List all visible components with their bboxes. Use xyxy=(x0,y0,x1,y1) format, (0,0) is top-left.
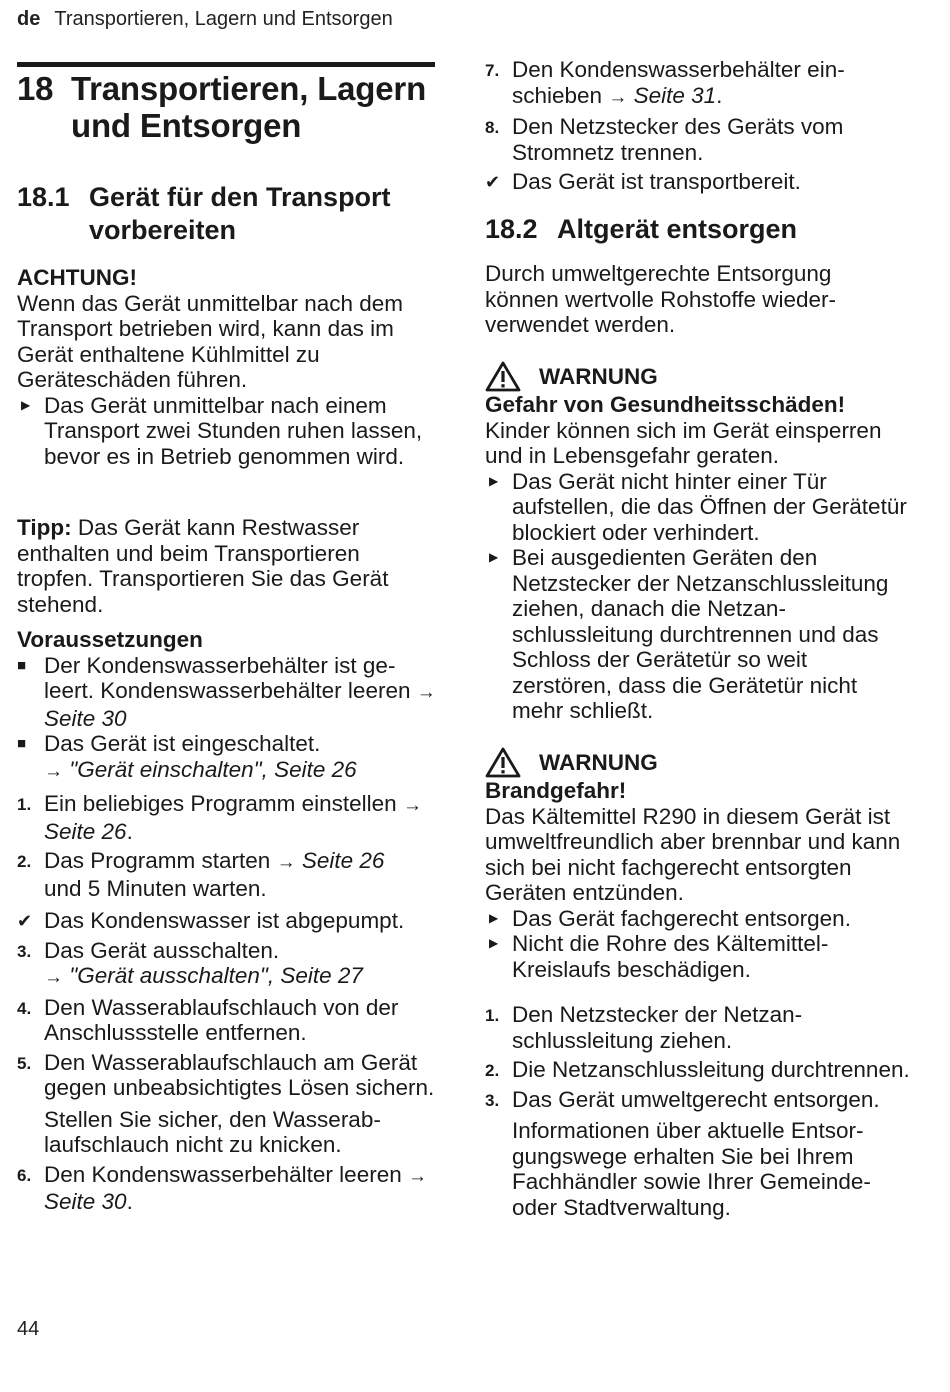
warning-heading xyxy=(485,364,910,392)
reference-text: Seite 26 xyxy=(44,818,127,844)
steps-block xyxy=(17,791,437,1215)
header-title: Transportieren, Lagern und Entsorgen xyxy=(54,8,393,30)
steps-continued-block xyxy=(485,57,910,195)
step-item xyxy=(485,1057,910,1083)
warning-title: Gefahr von Gesundheitsschäden! xyxy=(485,392,846,417)
triangle-bullet-icon: ▶ xyxy=(21,397,31,412)
result-text: Das Kondenswasser ist abgepumpt. xyxy=(44,908,405,933)
step-number: 1. xyxy=(17,795,32,814)
warning-heading xyxy=(485,750,910,778)
warning-action-text: Das Gerät nicht hinter einer Tür aufstellen, die das Öffnen der Gerätetür blockiert oder verhindert. xyxy=(512,468,907,545)
square-bullet-icon: ■ xyxy=(17,656,27,674)
step-text: Das Gerät umweltgerecht entsorgen. xyxy=(512,1086,880,1112)
caution-action-text: Das Gerät unmittelbar nach einem Transport zwei Stunden ruhen lassen, bevor es in Betrieb genommen wird. xyxy=(44,392,423,469)
step-text: Den Kondenswasserbehälter einschieben xyxy=(512,57,845,108)
step-note: Informationen über aktuelle Entsorgungswege erhalten Sie bei Ihrem Fachhändler sowie Ihrer Gemeinde- oder Stadtverwaltung. xyxy=(512,1118,871,1220)
page-number: 44 xyxy=(17,1318,40,1340)
prerequisite-item xyxy=(17,653,437,732)
step-item: 7. Den Kondenswasserbehälter einschieben → Seite 31. xyxy=(485,57,845,108)
step-text: Den Netzstecker der Netzanschlussleitung ziehen. xyxy=(512,1002,803,1053)
prerequisite-text: Der Kondenswasserbehälter ist geleert. Kondenswasserbehälter leeren xyxy=(44,652,417,703)
warning-action xyxy=(485,931,910,982)
arrow-icon: → xyxy=(407,1165,427,1187)
warning-triangle-icon xyxy=(485,361,521,392)
result-text: Das Gerät ist transportbereit. xyxy=(512,169,801,194)
warning-action xyxy=(485,545,910,724)
step-item: 6. Den Kondenswasserbehälter leeren → Seite 30. xyxy=(17,1161,427,1214)
step-note: Stellen Sie sicher, den Wasserablaufschlauch nicht zu knicken. xyxy=(44,1106,381,1157)
step-item xyxy=(17,1050,437,1101)
page-reference-link[interactable] xyxy=(608,83,716,108)
section-title: Gerät für den Transport vorbereiten xyxy=(89,182,391,245)
step-number: 8. xyxy=(485,118,500,137)
tip-block xyxy=(17,515,437,617)
prerequisite-text: Das Gerät ist eingeschaltet. xyxy=(44,731,321,756)
warning-action xyxy=(485,906,910,932)
step-number: 6. xyxy=(17,1165,32,1185)
step-number: 3. xyxy=(485,1090,500,1110)
warning-label: WARNUNG xyxy=(539,750,658,775)
chapter-title: Transportieren, Lagern und Entsorgen xyxy=(71,70,427,144)
section-number: 18.2 xyxy=(485,214,538,244)
step-number: 2. xyxy=(485,1061,500,1080)
step-text: Den Netzstecker des Geräts vom Stromnetz trennen. xyxy=(512,114,844,165)
warning-text: Das Kältemittel R290 in diesem Gerät ist umweltfreundlich aber brennbar und kann sich bei nicht fachgerecht entsorgten Geräten entzünden. xyxy=(485,803,901,905)
disposal-intro: Durch umweltgerechte Entsorgung können wertvolle Rohstoffe wiederverwendet werden. xyxy=(485,261,837,337)
warning-title: Brandgefahr! xyxy=(485,778,627,803)
caution-label: ACHTUNG! xyxy=(17,265,137,290)
triangle-bullet-icon: ▶ xyxy=(489,910,499,925)
warning-action xyxy=(485,469,910,546)
caution-block xyxy=(17,265,437,469)
arrow-icon: → xyxy=(276,852,296,873)
language-code: de xyxy=(17,8,41,30)
step-text: Das Programm starten xyxy=(44,848,277,873)
triangle-bullet-icon: ▶ xyxy=(489,473,499,488)
step-text: Den Wasserablaufschlauch am Gerät gegen unbeabsichtigtes Lösen sichern. xyxy=(44,1049,435,1100)
warning-health-block xyxy=(485,364,910,724)
warning-action-text: Nicht die Rohre des Kältemittel-Kreislaufs beschädigen. xyxy=(512,931,829,982)
chapter-rule xyxy=(17,62,435,67)
step-item xyxy=(485,114,910,165)
warning-fire-block xyxy=(485,750,910,982)
arrow-icon: → xyxy=(44,967,63,988)
step-item xyxy=(17,848,437,901)
warning-label: WARNUNG xyxy=(539,364,658,389)
page-reference-link[interactable] xyxy=(44,757,437,785)
step-number: 7. xyxy=(485,61,500,80)
tip-text: Das Gerät kann Restwasser enthalten und beim Transportieren tropfen. Transportieren Sie das Gerät stehend. xyxy=(17,515,389,617)
step-text: Die Netzanschlussleitung durchtrennen. xyxy=(512,1057,910,1082)
step-item: 1. Ein beliebiges Programm einstellen → Seite 26. xyxy=(17,791,422,844)
arrow-icon: → xyxy=(402,795,422,816)
step-text-continued: und 5 Minuten warten. xyxy=(44,875,267,901)
reference-text: "Gerät einschalten", Seite 26 xyxy=(69,756,357,782)
step-text: Ein beliebiges Programm einstellen xyxy=(44,791,403,816)
checkmark-icon: ✔ xyxy=(485,172,501,192)
step-item xyxy=(17,995,437,1046)
result-item xyxy=(485,169,910,195)
tip-label: Tipp: xyxy=(17,515,72,540)
arrow-icon: → xyxy=(44,760,63,782)
step-text: Den Kondenswasserbehälter leeren xyxy=(44,1161,408,1187)
step-item xyxy=(485,1087,910,1113)
section-title: Altgerät entsorgen xyxy=(557,214,798,244)
step-number: 2. xyxy=(17,852,32,871)
step-text: Das Gerät ausschalten. xyxy=(44,937,280,963)
page-reference-link[interactable] xyxy=(44,963,437,991)
reference-text: Seite 26 xyxy=(301,848,385,873)
caution-text: Wenn das Gerät unmittelbar nach dem Transport betrieben wird, kann das im Gerät enthaltene Kühlmittel zu Geräteschäden führen. xyxy=(17,290,404,392)
running-header xyxy=(17,8,393,31)
caution-action xyxy=(17,393,437,470)
arrow-icon: → xyxy=(608,86,628,108)
step-text: Den Wasserablaufschlauch von der Anschlussstelle entfernen. xyxy=(44,994,399,1045)
warning-action-text: Das Gerät fachgerecht entsorgen. xyxy=(512,905,851,931)
square-bullet-icon: ■ xyxy=(17,735,27,752)
chapter-number: 18 xyxy=(17,70,54,107)
step-number: 4. xyxy=(17,998,32,1018)
prerequisite-item xyxy=(17,731,437,784)
arrow-icon: → xyxy=(416,682,436,703)
triangle-bullet-icon: ▶ xyxy=(489,550,499,564)
prerequisites-title: Voraussetzungen xyxy=(17,627,203,652)
reference-text: Seite 30 xyxy=(44,705,127,731)
step-item xyxy=(17,938,437,991)
warning-text: Kinder können sich im Gerät einsperren und in Lebensgefahr geraten. xyxy=(485,417,882,468)
triangle-bullet-icon: ▶ xyxy=(489,936,499,950)
step-item xyxy=(485,1002,910,1053)
checkmark-icon: ✔ xyxy=(17,911,33,931)
step-number: 1. xyxy=(485,1006,500,1025)
warning-triangle-icon xyxy=(485,747,521,778)
prerequisites-block xyxy=(17,627,437,784)
step-number: 5. xyxy=(17,1053,32,1073)
reference-text: "Gerät ausschalten", Seite 27 xyxy=(69,963,363,988)
disposal-steps-block xyxy=(485,1002,910,1220)
page-reference-link[interactable] xyxy=(277,848,385,873)
reference-text: Seite 31 xyxy=(633,82,717,108)
warning-action-text: Bei ausgedienten Geräten den Netzstecker der Netzanschlussleitung ziehen, danach die Netzanschlussleitung durchtrennen und das Schloss der Gerätetür so weit zerstören, dass die Gerätetür nicht mehr schließt. xyxy=(512,545,889,723)
section-number: 18.1 xyxy=(17,182,70,212)
reference-text: Seite 30 xyxy=(44,1189,127,1214)
result-item xyxy=(17,908,437,934)
step-number: 3. xyxy=(17,941,32,961)
